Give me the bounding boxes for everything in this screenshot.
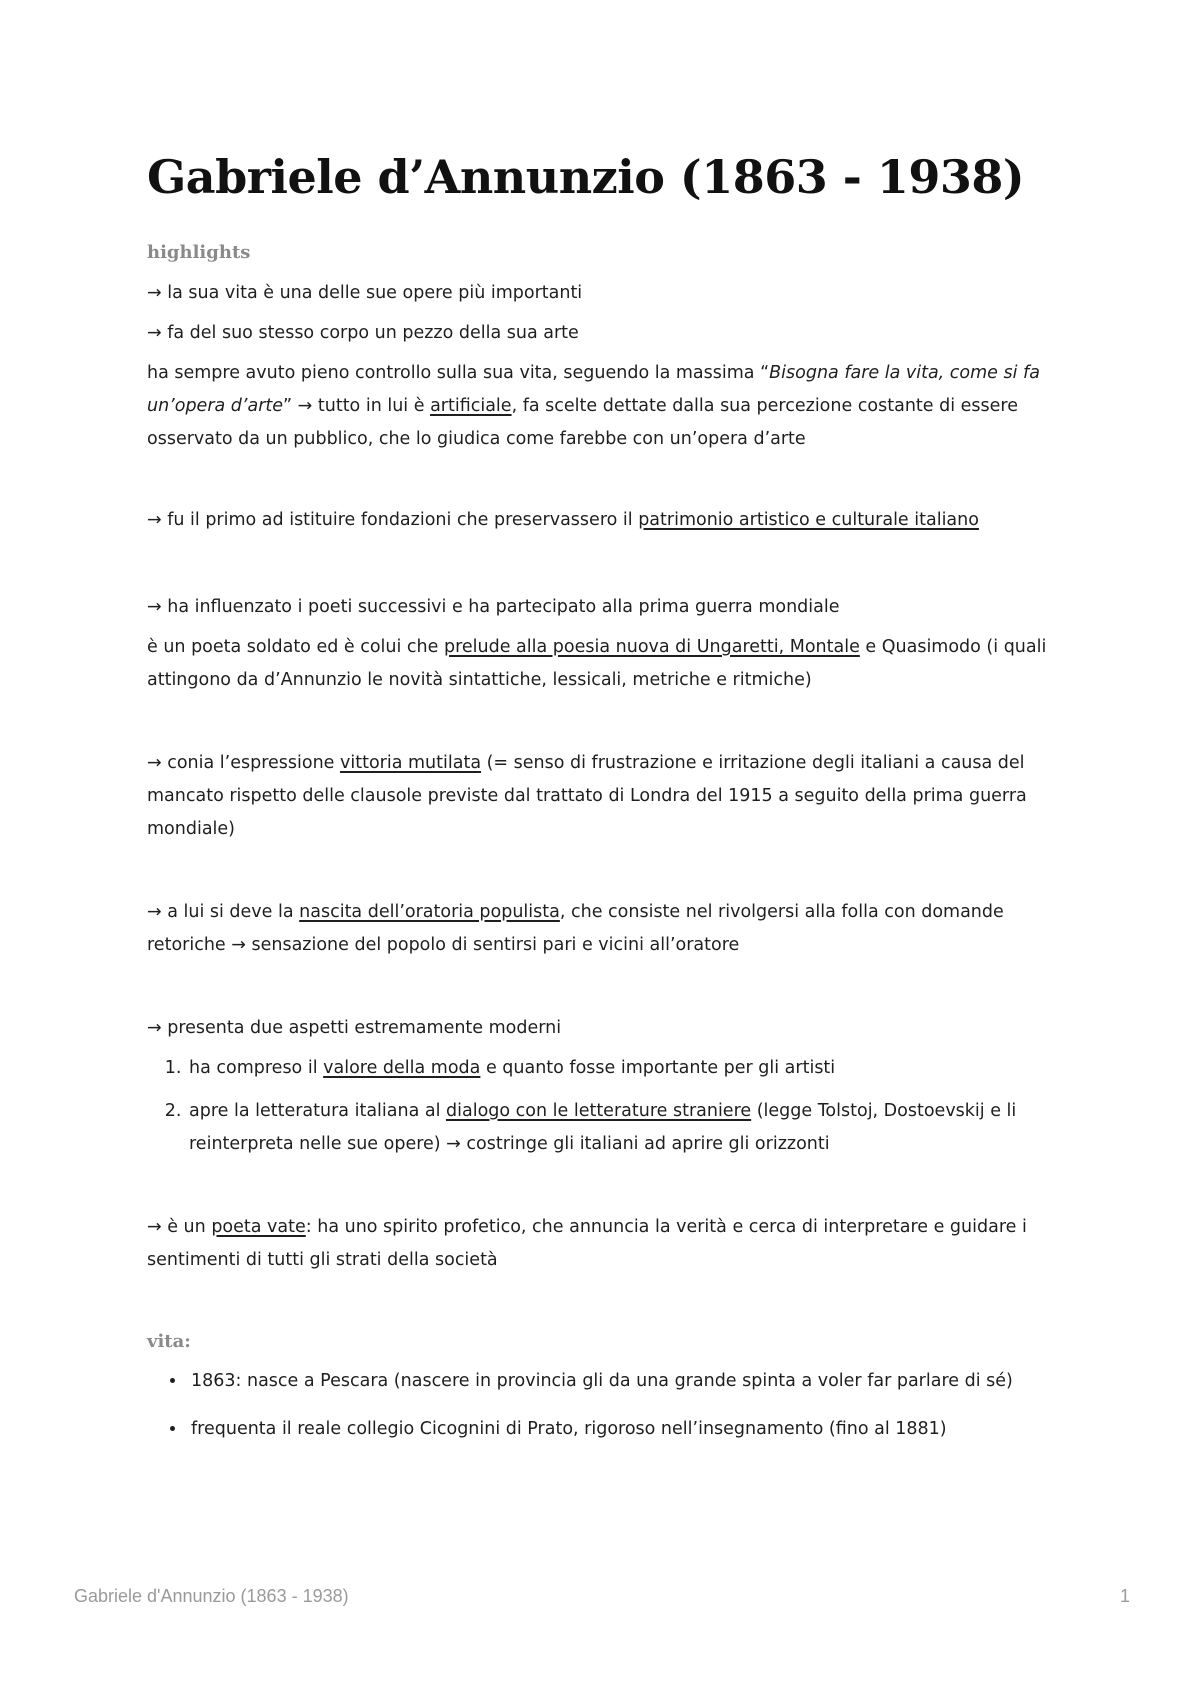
text-run: → è un (147, 1217, 212, 1237)
text-run: → conia l’espressione (147, 753, 341, 773)
paragraph-aspetti-moderni: → presenta due aspetti estremamente moderni (147, 1018, 562, 1038)
vita-heading: vita: (147, 1331, 191, 1352)
text-run: apre la letteratura italiana al (189, 1101, 447, 1121)
bullet-list (147, 1365, 1057, 1446)
list-item: • 1863: nasce a Pescara (nascere in provincia gli da una grande spinta a voler far parlare di sé) (187, 1365, 1057, 1398)
list-item (187, 1095, 1057, 1161)
paragraph-influenza: → ha influenzato i poeti successivi e ha partecipato alla prima guerra mondiale (147, 597, 840, 617)
paragraph-fondazioni (147, 504, 1057, 537)
page-footer (74, 1586, 1130, 1607)
underlined-term: artificiale (430, 396, 512, 416)
paragraph-oratoria (147, 896, 1057, 962)
underlined-term: valore della moda (323, 1058, 481, 1078)
paragraph-poeta-vate (147, 1211, 1057, 1277)
underlined-term: prelude alla poesia nuova di Ungaretti, Montale (443, 637, 860, 657)
underlined-term: nascita dell’oratoria populista (299, 902, 560, 922)
text-run: è un poeta soldato ed è colui che (147, 637, 444, 657)
page-title: Gabriele d’Annunzio (1863 - 1938) (147, 150, 1025, 204)
document-body (147, 148, 1057, 1446)
list-item: • frequenta il reale collegio Cicognini di Prato, rigoroso nell’insegnamento (fino al 1881) (187, 1413, 1057, 1446)
text-run: e quanto fosse importante per gli artisti (480, 1058, 836, 1078)
paragraph-vittoria-mutilata (147, 747, 1057, 846)
paragraph-poeta-soldato (147, 631, 1057, 697)
underlined-term: patrimonio artistico e culturale italiano (638, 510, 979, 530)
text-run: (= senso di frustrazione e irritazione degli italiani a causa del mancato rispetto delle clausole previste dal trattato di Londra del 1915 a seguito della prima guerra mondiale) (147, 753, 1027, 839)
highlights-heading: highlights (147, 242, 251, 263)
text-run: → a lui si deve la (147, 902, 300, 922)
underlined-term: poeta vate (211, 1217, 306, 1237)
text-run: , fa scelte dettate dalla sua percezione costante di essere osservato da un pubblico, che lo giudica come farebbe con un’opera d’arte (147, 396, 1019, 449)
page-number: 1 (1119, 1586, 1130, 1606)
paragraph-vita-arte (147, 357, 1057, 456)
text-run: ha compreso il (189, 1058, 324, 1078)
text-run: → fu il primo ad istituire fondazioni che preservassero il (147, 510, 639, 530)
ordered-list (147, 1052, 1057, 1161)
text-run: ” → tutto in lui è (283, 396, 431, 416)
underlined-term: dialogo con le letterature straniere (446, 1101, 752, 1121)
list-item (187, 1052, 1057, 1085)
text-run: , che consiste nel rivolgersi alla folla con domande retoriche → sensazione del popolo di sentirsi pari e vicini all’oratore (147, 902, 1004, 955)
text-run: (legge Tolstoj, Dostoevskij e li reinterpreta nelle sue opere) → costringe gli italiani ad aprire gli orizzonti (189, 1101, 1017, 1154)
underlined-term: vittoria mutilata (340, 753, 482, 773)
text-run: : ha uno spirito profetico, che annuncia la verità e cerca di interpretare e guidare i sentimenti di tutti gli strati della società (147, 1217, 1027, 1270)
footer-title: Gabriele d'Annunzio (1863 - 1938) (74, 1586, 349, 1606)
highlight-2: → fa del suo stesso corpo un pezzo della sua arte (147, 323, 579, 343)
text-run: e Quasimodo (i quali attingono da d’Annunzio le novità sintattiche, lessicali, metriche e ritmiche) (147, 637, 1047, 690)
highlight-1: → la sua vita è una delle sue opere più importanti (147, 283, 583, 303)
quote-emphasis: Bisogna fare la vita, come si fa un’opera d’arte (147, 363, 1040, 416)
text-run: ha sempre avuto pieno controllo sulla sua vita, seguendo la massima “ (147, 363, 770, 383)
